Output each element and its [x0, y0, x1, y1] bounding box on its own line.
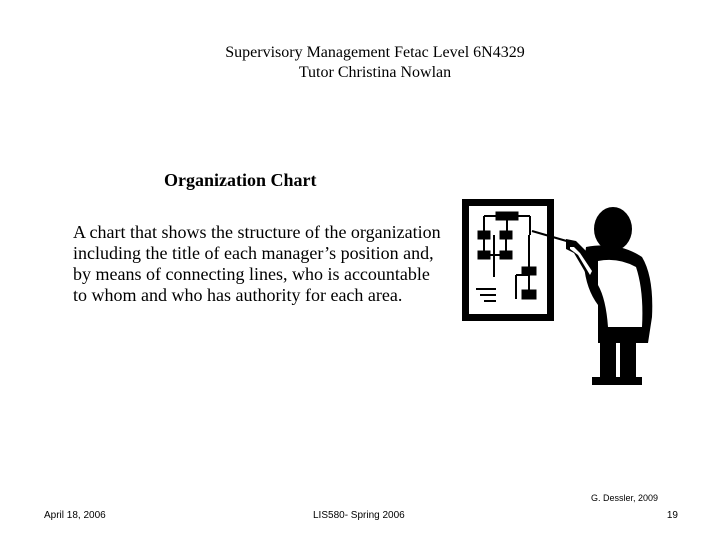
slide-header	[0, 43, 720, 83]
slide-heading: Organization Chart	[164, 170, 317, 190]
header-tutor: Tutor Christina Nowlan	[298, 64, 452, 81]
presenter-pointing-at-org-chart-icon	[458, 195, 658, 390]
slide-body-text: A chart that shows the structure of the organization including the title of each manager’s position and, by means of connecting lines, who is accountable to whom and who has authority for each area.	[73, 222, 441, 305]
page-number: 19	[666, 510, 678, 521]
copyright-note: G. Dessler, 2009	[590, 493, 658, 503]
footer-course: LIS580- Spring 2006	[313, 510, 405, 521]
header-title: Supervisory Management Fetac Level 6N4329	[225, 44, 525, 61]
footer-date: April 18, 2006	[44, 510, 106, 521]
